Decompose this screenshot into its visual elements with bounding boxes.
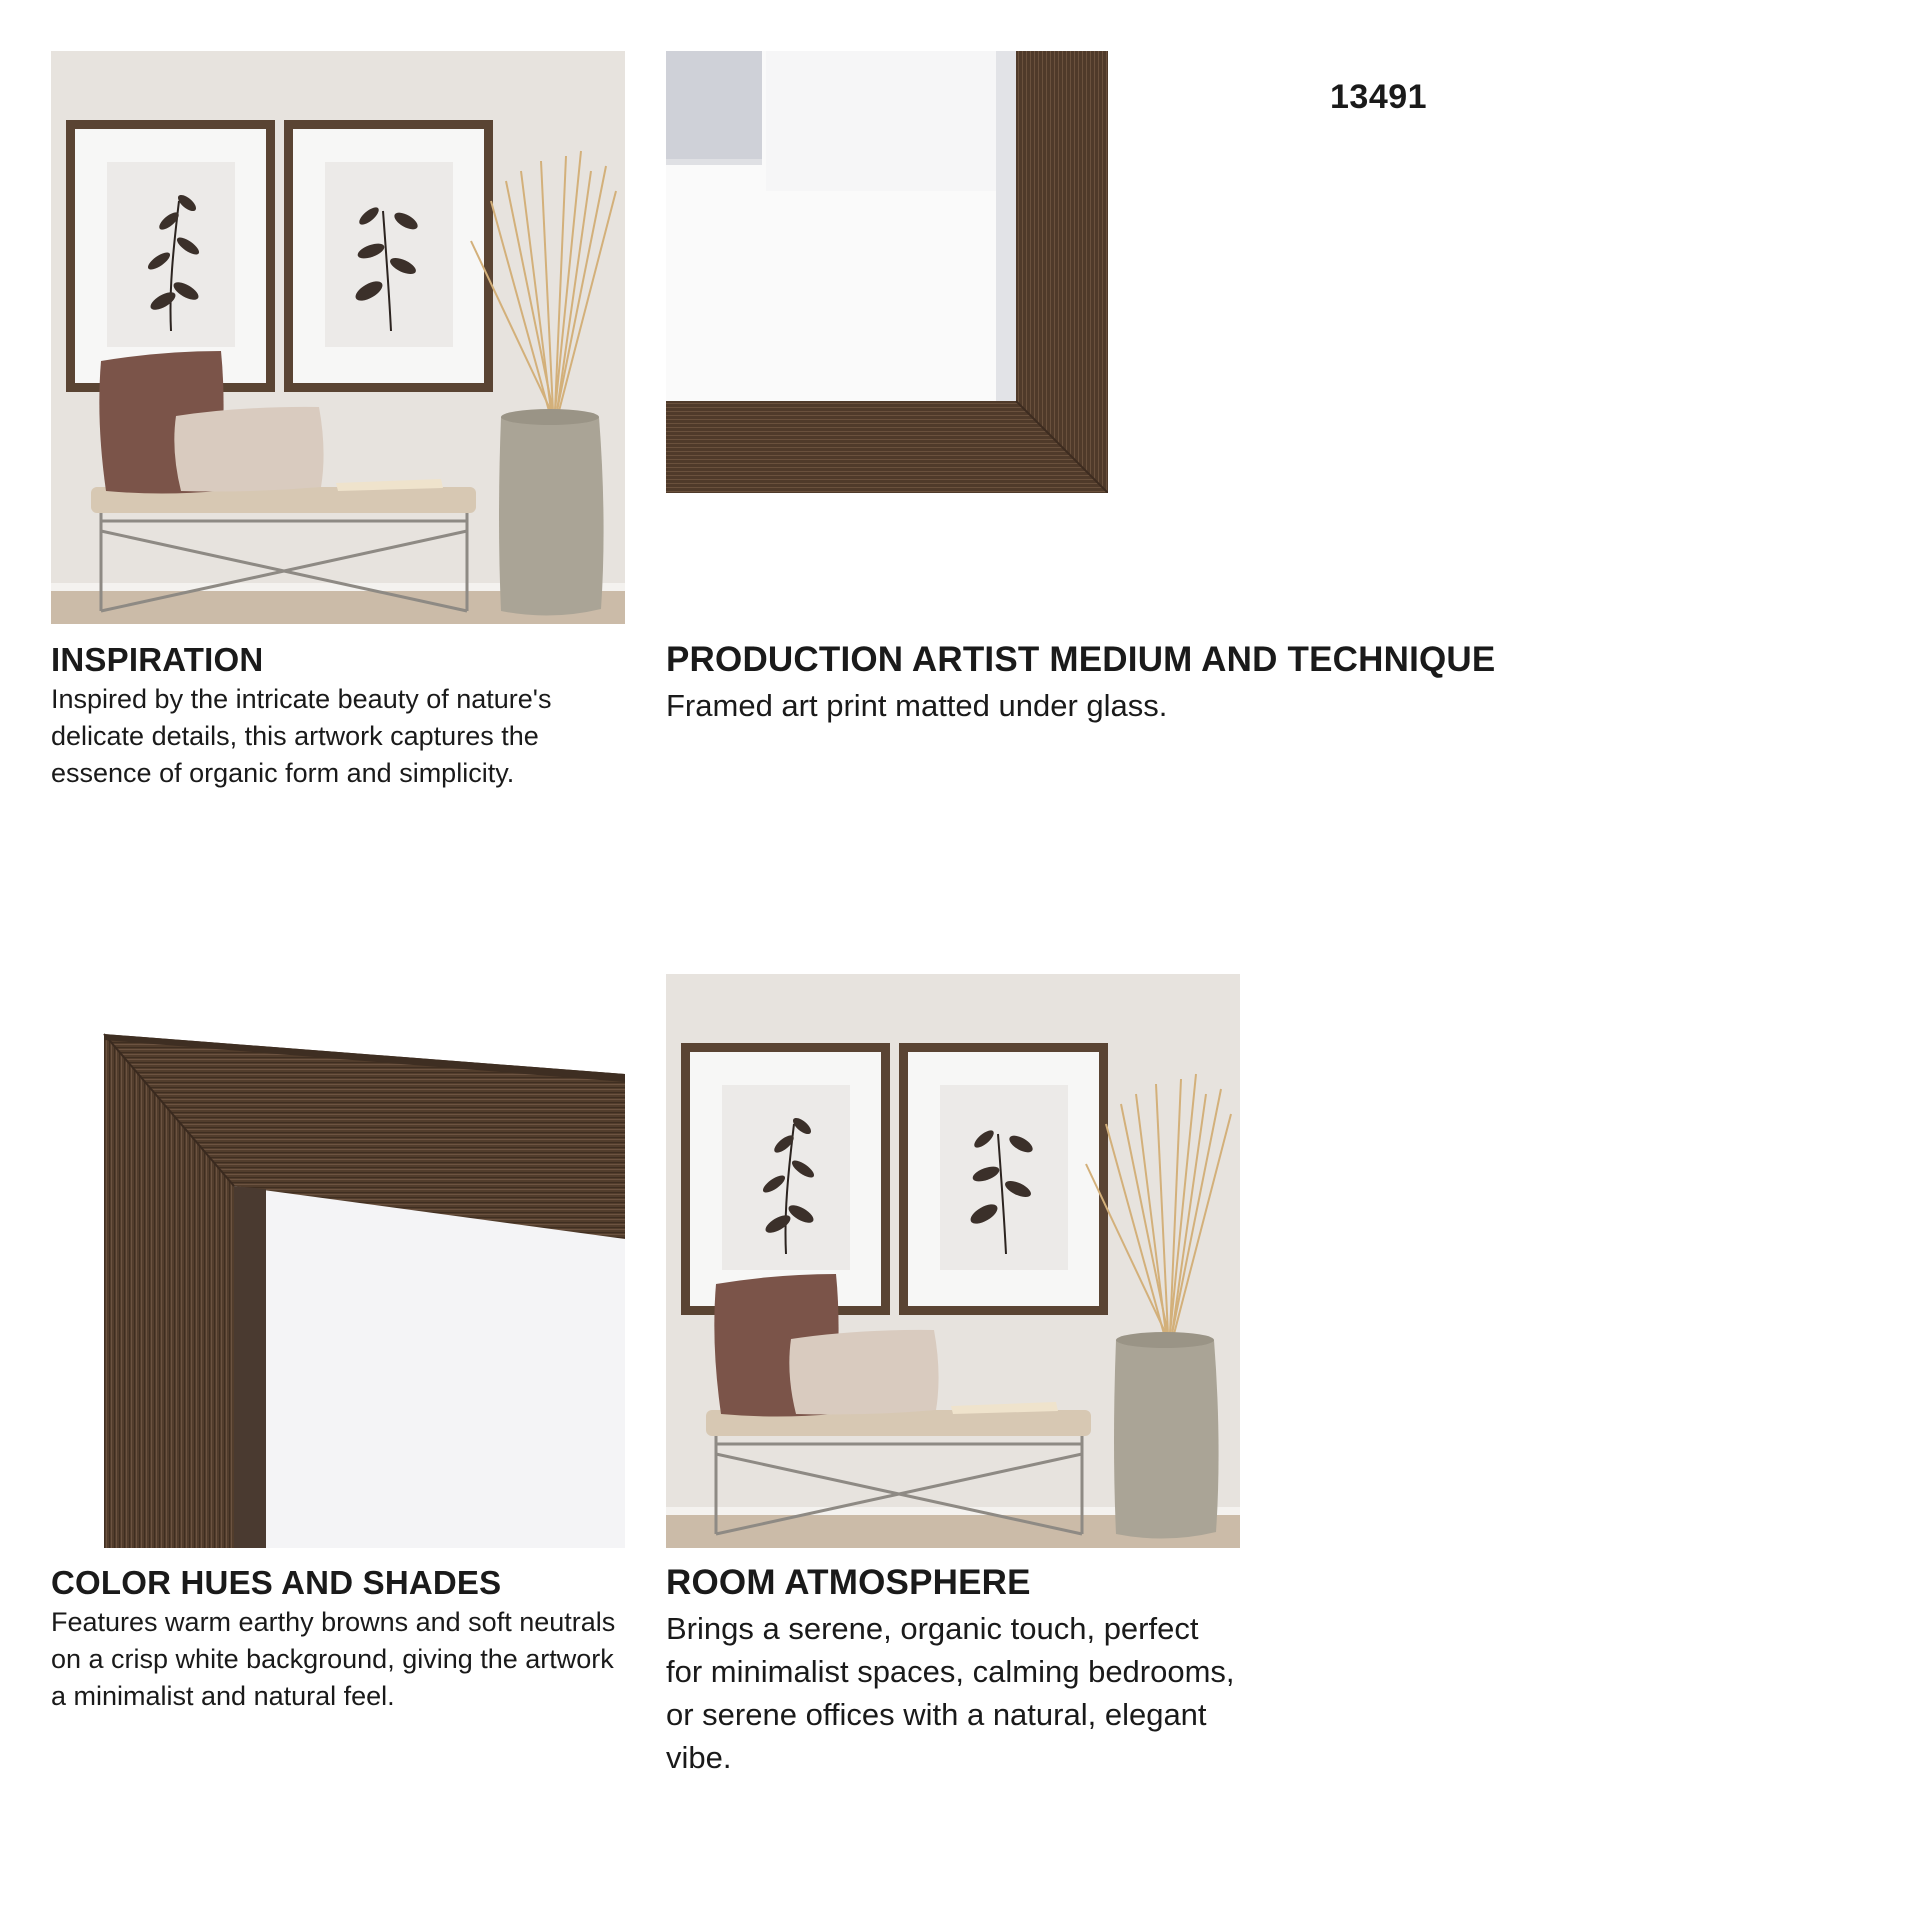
pillow-light bbox=[174, 407, 323, 492]
frame-corner-color-closeup-image bbox=[51, 974, 625, 1548]
product-sku: 13491 bbox=[1330, 78, 1428, 116]
room-atmosphere-image bbox=[666, 974, 1240, 1548]
room-scene-image bbox=[51, 51, 625, 624]
room-atmosphere-heading: ROOM ATMOSPHERE bbox=[666, 1563, 1031, 1602]
stone-vase bbox=[499, 417, 604, 616]
framed-print-left-2 bbox=[681, 1043, 890, 1315]
room-atmosphere-section bbox=[666, 1563, 1236, 1779]
frame-corner-closeup-image bbox=[666, 51, 1108, 493]
production-section bbox=[666, 640, 1566, 727]
inspiration-body: Inspired by the intricate beauty of nature's delicate details, this artwork captures the essence of organic form and simplicity. bbox=[51, 684, 552, 788]
color-heading: COLOR HUES AND SHADES bbox=[51, 1564, 502, 1601]
color-body: Features warm earthy browns and soft neutrals on a crisp white background, giving the artwork a minimalist and natural feel. bbox=[51, 1607, 616, 1711]
color-section bbox=[51, 1564, 631, 1715]
inspiration-section bbox=[51, 641, 631, 792]
room-atmosphere-body: Brings a serene, organic touch, perfect for minimalist spaces, calming bedrooms, or serene offices with a natural, elegant vibe. bbox=[666, 1611, 1235, 1775]
framed-print-right bbox=[284, 120, 493, 392]
production-heading: PRODUCTION ARTIST MEDIUM AND TECHNIQUE bbox=[666, 640, 1496, 679]
framed-print-left bbox=[66, 120, 275, 392]
inspiration-heading: INSPIRATION bbox=[51, 641, 264, 678]
production-body: Framed art print matted under glass. bbox=[666, 688, 1168, 723]
framed-print-right-2 bbox=[899, 1043, 1108, 1315]
